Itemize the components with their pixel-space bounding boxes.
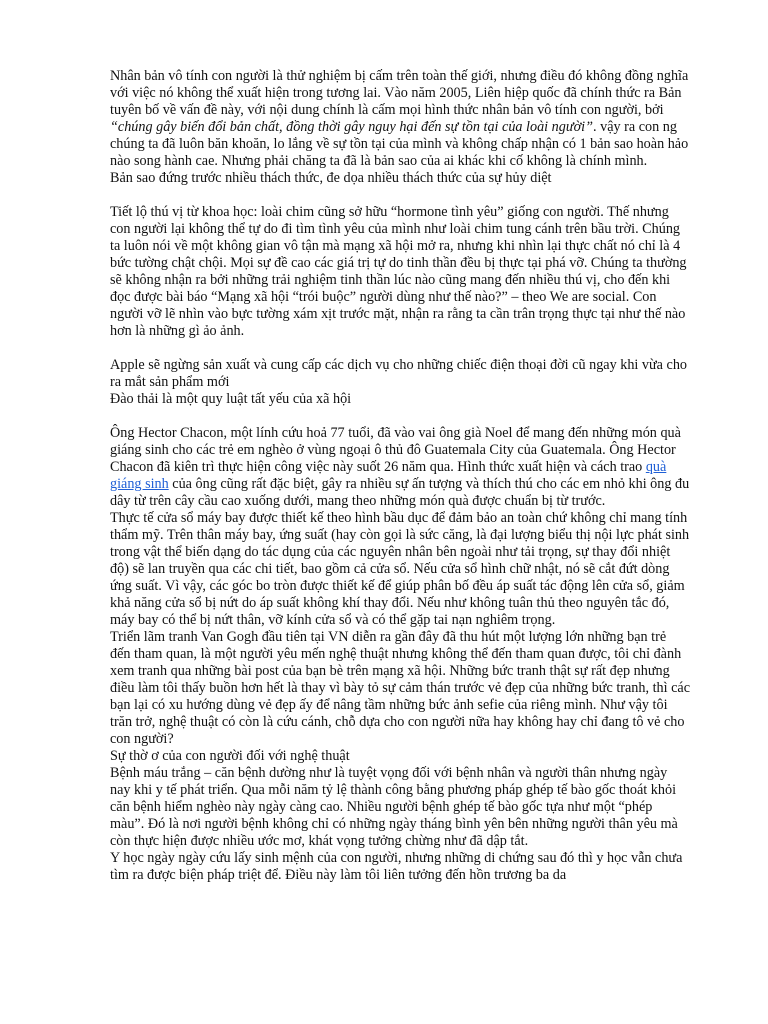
paragraph-hector-text: Ông Hector Chacon, một lính cứu hoả 77 tuổi, đã vào vai ông già Noel để mang đến những món quà giáng sinh cho các trẻ em nghèo ở vùng ngoại ô thủ đô Guatemala City của Guatemala. Ông Hector Chacon đã kiên trì thực hiện công việc này suốt 26 năm qua. Hình thức xuất hiện và cách trao	[110, 425, 681, 475]
paragraph-leukemia: Bệnh máu trắng – căn bệnh dường như là tuyệt vọng đối với bệnh nhân và người thân nhưng ngày nay khi y tế phát triển. Qua mỗi năm tỷ lệ thành công bằng phương pháp ghép tế bào gốc thoát khỏi căn bệnh hiểm nghèo này ngày càng cao. Nhiều người bệnh ghép tế bào gốc tựa như một “phép màu”. Đó là nơi người bệnh không chỉ có những ngày tháng bình yên bên những người thân yêu mà còn thực hiện được nhiều ước mơ, khát vọng tưởng chừng như đã dập tắt.	[110, 765, 678, 849]
christmas-gift-link[interactable]: quà giáng sinh	[110, 459, 667, 492]
paragraph-hector-chacon	[110, 425, 690, 510]
paragraph-gap	[110, 408, 690, 425]
document-body	[110, 68, 690, 884]
paragraph-love-hormone: Tiết lộ thú vị từ khoa học: loài chim cũng sở hữu “hormone tình yêu” giống con người. Thế nhưng con người lại không thể tự do đi tìm tình yêu của mình như loài chim tung cánh trên bầu trời. Chúng ta luôn nói về một không gian vô tận mà mạng xã hội mở ra, nhưng khi nhìn lại thực chất nó chỉ là 4 bức tường chật chội. Mọi sự đề cao các giá trị tự do tinh thần đều bị thực tại phá vỡ. Chúng ta thường sẽ không nhận ra bởi những trải nghiệm tinh thần lúc nào cũng mang đến nhiều thú vị, cho đến khi đọc được bài báo “Mạng xã hội “trói buộc” người dùng như thế nào?” – theo We are social. Con người vỡ lẽ nhìn vào bực tường xám xịt trước mặt, nhận ra rằng ta cần trân trọng thực tại như thế nào hơn là những gì ảo ảnh.	[110, 204, 687, 339]
un-quote: “chúng gây biến đổi bản chất, đồng thời gây nguy hại đến sự tồn tại của loài người”	[110, 119, 594, 135]
paragraph-apple: Apple sẽ ngừng sản xuất và cung cấp các dịch vụ cho những chiếc điện thoại đời cũ ngay khi vừa cho ra mắt sản phẩm mới	[110, 357, 688, 390]
paragraph-cloning	[110, 68, 690, 170]
paragraph-medicine: Y học ngày ngày cứu lấy sinh mệnh của con người, nhưng những di chứng sau đó thì y học vẫn chưa tìm ra được biện pháp triệt để. Điều này làm tôi liên tưởng đến hồn trương ba da	[110, 850, 683, 883]
paragraph-cloning-text: Nhân bản vô tính con người là thử nghiệm bị cấm trên toàn thế giới, nhưng điều đó không đồng nghĩa với việc nó không thể xuất hiện trong tương lai. Vào năm 2005, Liên hiệp quốc đã chính thức ra Bản tuyên bố về vấn đề này, với nội dung chính là cấm mọi hình thức nhân bản vô tính con người, bởi	[110, 68, 689, 118]
paragraph-art-indifference: Sự thờ ơ của con người đối với nghệ thuật	[110, 748, 350, 764]
paragraph-hector-tail: của ông cũng rất đặc biệt, gây ra nhiều sự ấn tượng và thích thú cho các em nhỏ khi ông đu dây từ trên cây cầu cao xuống dưới, mang theo những món quà được chuẩn bị từ trước.	[110, 476, 690, 509]
paragraph-elimination: Đào thải là một quy luật tất yếu của xã hội	[110, 391, 352, 407]
paragraph-cloning-tail: . vậy ra con ng chúng ta đã luôn băn khoăn, lo lắng về sự tồn tại của mình và không chấp nhận có 1 bản sao hoàn hảo nào song hành cae. Nhưng phải chăng ta đã là bản sao của ai khác khi cố không là chính mình.	[110, 119, 689, 169]
paragraph-gap	[110, 187, 690, 204]
paragraph-gap	[110, 340, 690, 357]
paragraph-clone-challenge: Bản sao đứng trước nhiều thách thức, đe dọa nhiều thách thức của sự hủy diệt	[110, 170, 552, 186]
paragraph-van-gogh: Triển lãm tranh Van Gogh đầu tiên tại VN diễn ra gần đây đã thu hút một lượng lớn những bạn trẻ đến tham quan, là một người yêu mến nghệ thuật nhưng không thể đến tham quan được, tôi chỉ đành xem tranh qua những bài post của bạn bè trên mạng xã hội. Những bức tranh thật sự rất đẹp nhưng điều làm tôi thấy buồn hơn hết là thay vì bày tỏ sự cảm thán trước vẻ đẹp của những bức tranh, thì các bạn lại có xu hướng dùng vẻ đẹp ấy để nâng tầm những bức ảnh sefie của riêng mình. Như vậy tôi trăn trở, nghệ thuật có còn là cứu cánh, chỗ dựa cho con người nữa hay không hay chỉ đang tô vẻ cho con người?	[110, 629, 690, 747]
paragraph-airplane-window: Thực tế cửa sổ máy bay được thiết kế theo hình bầu dục để đảm bảo an toàn chứ không chỉ mang tính thẩm mỹ. Trên thân máy bay, ứng suất (hay còn gọi là sức căng, là đại lượng biểu thị nội lực phát sinh trong vật thể biến dạng do tác dụng của các nguyên nhân bên ngoài như tải trọng, sự thay đổi nhiệt độ) sẽ lan truyền qua các chi tiết, bao gồm cả cửa sổ. Nếu cửa sổ hình chữ nhật, nó sẽ cắt đứt dòng ứng suất. Vì vậy, các góc bo tròn được thiết kế để giúp phân bố đều áp suất tác động lên cửa sổ, giảm khả năng cửa sổ bị nứt do áp suất không khí thay đổi. Nếu như không tuân thủ theo nguyên tắc đó, máy bay có thể bị nứt thân, vỡ kính cửa sổ và có thể gặp tai nạn nghiêm trọng.	[110, 510, 690, 628]
